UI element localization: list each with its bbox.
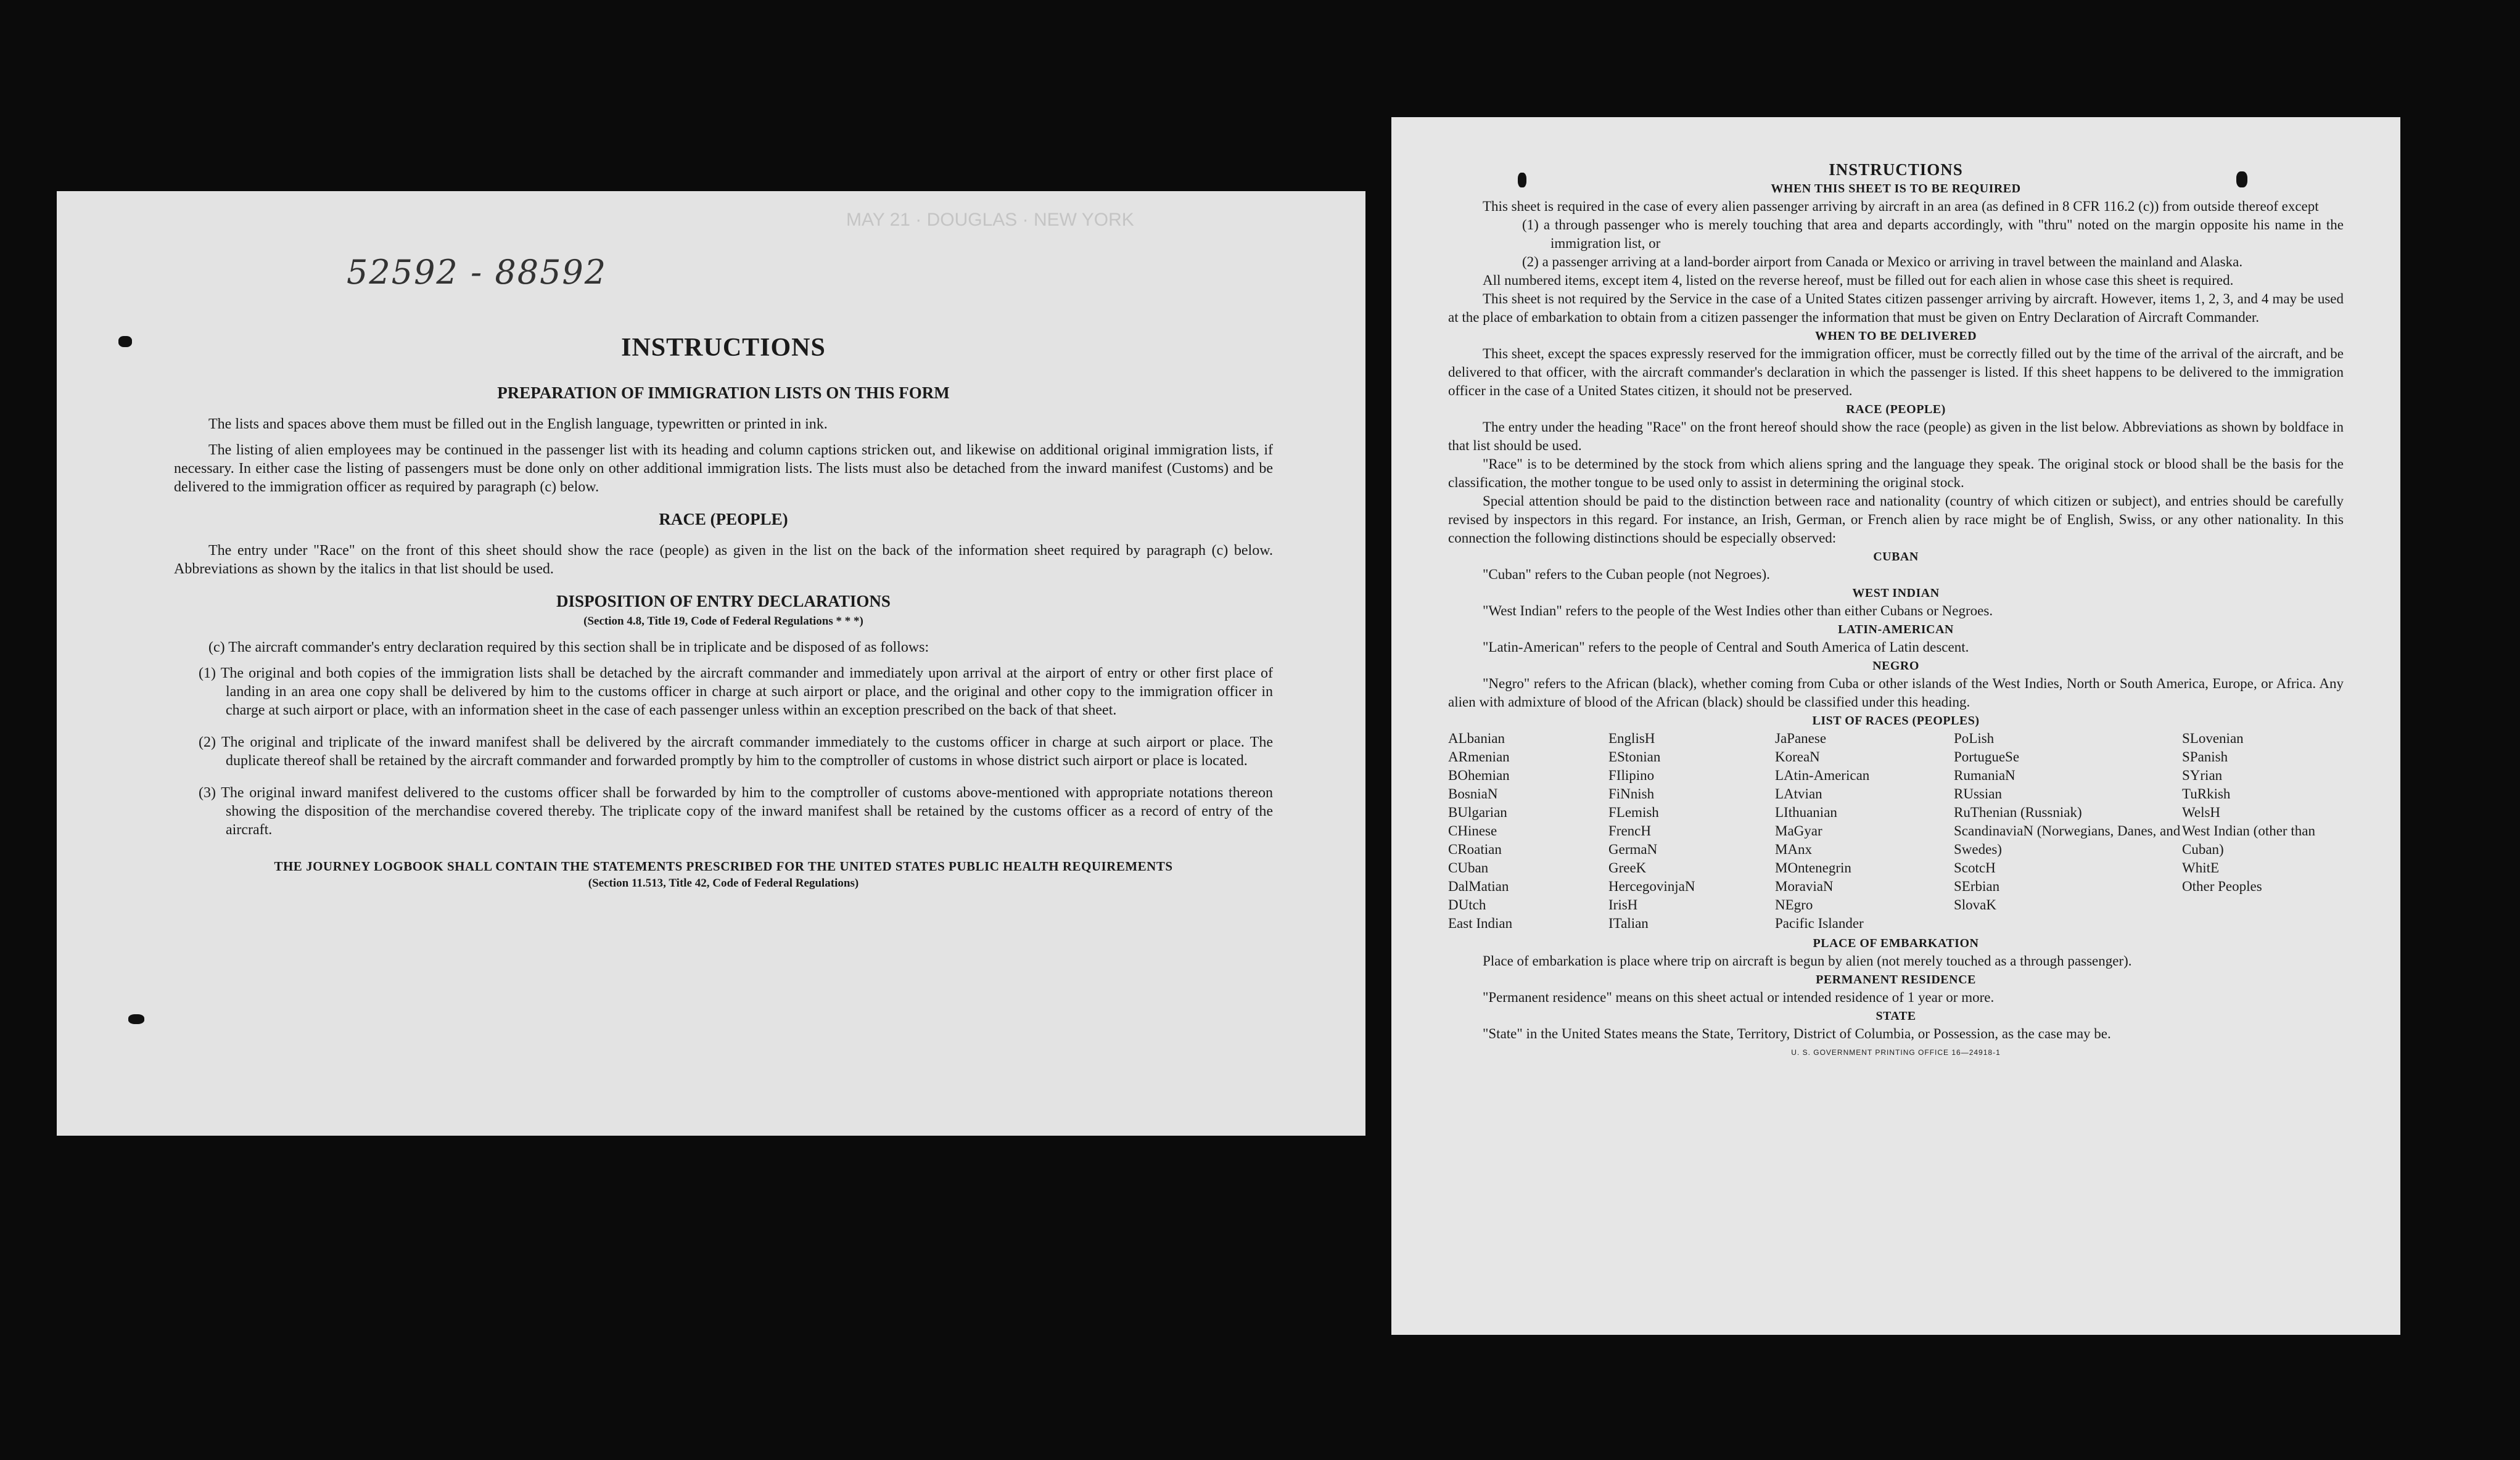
race-entry: East Indian [1448,916,1513,931]
paragraph: The lists and spaces above them must be filled out in the English language, typewritten or printed in ink. [208,416,828,432]
race-entry: SLovenian [2182,731,2244,746]
race-entry: MAnx [1775,842,1813,857]
punch-mark [128,1014,144,1024]
race-entry: ITalian [1608,916,1649,931]
page-title: INSTRUCTIONS [1829,160,1963,179]
race-entry: FLemish [1608,805,1659,820]
race-entry: IrisH [1608,897,1638,912]
paragraph: "State" in the United States means the State, Territory, District of Columbia, or Possession, as the case may be. [1483,1026,2111,1041]
left-instruction-sheet [57,191,1365,1136]
race-column [1954,729,2182,933]
race-entry: HercegovinjaN [1608,879,1695,894]
race-entry: DUtch [1448,897,1486,912]
race-entry: CUban [1448,860,1489,876]
paragraph: Place of embarkation is place where trip on aircraft is begun by alien (not merely touched as a through passenger). [1483,953,2132,969]
section-heading: DISPOSITION OF ENTRY DECLARATIONS [556,592,891,610]
race-entry: RUssian [1954,786,2002,802]
race-entry: BOhemian [1448,768,1510,783]
race-entry: GreeK [1608,860,1647,876]
list-item: (1) a through passenger who is merely touching that area and departs accordingly, with "thru" noted on the margin opposite his name in the immigration list, or [1522,217,2344,251]
handwritten-number: 52592 - 88592 [347,253,607,292]
race-entry: PortugueSe [1954,749,2020,765]
race-entry: LAtin-American [1775,768,1870,783]
race-entry: TuRkish [2182,786,2231,802]
race-entry: BUlgarian [1448,805,1507,820]
paragraph: "Negro" refers to the African (black), whether coming from Cuba or other islands of the West Indies, North or South America, Europe, or Africa. Any alien with admixture of blood of the African (black) should be classified under this heading. [1448,676,2344,710]
race-entry: SlovaK [1954,897,1996,912]
bleed-through-text: MAY 21 · DOUGLAS · NEW YORK [846,210,1134,230]
paragraph: (c) The aircraft commander's entry declaration required by this section shall be in triplicate and be disposed of as follows: [208,639,929,655]
race-list [1448,729,2344,933]
section-heading: RACE (PEOPLE) [1846,403,1946,416]
race-entry: NEgro [1775,897,1813,912]
race-entry: Pacific Islander [1775,916,1864,931]
section-heading: PREPARATION OF IMMIGRATION LISTS ON THIS FORM [497,383,950,402]
race-entry: DalMatian [1448,879,1509,894]
section-heading: LIST OF RACES (PEOPLES) [1812,714,1980,728]
race-entry: ScotcH [1954,860,1996,876]
section-heading: WHEN THIS SHEET IS TO BE REQUIRED [1771,182,2021,195]
race-entry: ARmenian [1448,749,1510,765]
race-entry: EnglisH [1608,731,1655,746]
race-entry: MoraviaN [1775,879,1834,894]
section-heading: CUBAN [1873,550,1919,564]
section-heading: LATIN-AMERICAN [1838,623,1954,636]
paragraph: All numbered items, except item 4, listed on the reverse hereof, must be filled out for each alien in whose case this sheet is required. [1483,273,2234,288]
race-column [1608,729,1775,933]
page-title: INSTRUCTIONS [621,334,826,362]
race-entry: BosniaN [1448,786,1498,802]
section-heading: WEST INDIAN [1852,586,1940,600]
race-entry: WhitE [2182,860,2220,876]
paragraph: "Cuban" refers to the Cuban people (not Negroes). [1483,567,1770,582]
punch-mark [1518,173,1526,187]
list-item: (1) The original and both copies of the immigration lists shall be detached by the aircraft commander and immediately upon arrival at the airport of entry or other first place of landing in an area one copy shall be delivered by him to the customs officer in charge at such airport or place, and the original and other copy to the immigration officer in charge at such airport or place, with an information sheet in the case of each passenger unless within an exception prescribed on the back of that sheet. [199,665,1273,718]
disposition-list [174,664,1273,839]
paragraph: The entry under the heading "Race" on the front hereof should show the race (people) as given in the list below. Abbreviations as shown by boldface in that list should be used. [1448,419,2344,453]
paragraph: Special attention should be paid to the distinction between race and nationality (country of which citizen or subject), and entries should be carefully revised by inspectors in this regard. For instance, an Irish, German, or French alien by race might be of English, Swiss, or any other nationality. In this connection the following distinctions should be especially observed: [1448,493,2344,546]
race-entry: Other Peoples [2182,879,2262,894]
race-entry: CRoatian [1448,842,1502,857]
race-entry: ScandinaviaN (Norwegians, Danes, and Swedes) [1954,823,2181,857]
paragraph: "Permanent residence" means on this sheet actual or intended residence of 1 year or more. [1483,990,1995,1005]
race-entry: FIlipino [1608,768,1655,783]
punch-mark [2236,171,2247,187]
paragraph: This sheet is not required by the Service in the case of a United States citizen passenger arriving by aircraft. However, items 1, 2, 3, and 4 may be used at the place of embarkation to obtain from a citizen passenger the information that must be given on Entry Declaration of Aircraft Commander. [1448,291,2344,325]
list-item: (2) The original and triplicate of the inward manifest shall be delivered by the aircraft commander immediately to the customs officer in charge at such airport or place. The duplicate thereof shall be retained by the aircraft commander and forwarded promptly by him to the comptroller of customs in whose district such airport or place is located. [199,734,1273,769]
section-heading: PERMANENT RESIDENCE [1816,973,1976,986]
section-heading: NEGRO [1872,659,1919,673]
section-heading: STATE [1876,1009,1916,1023]
paragraph: This sheet is required in the case of every alien passenger arriving by aircraft in an area (as defined in 8 CFR 116.2 (c)) from outside thereof except [1483,199,2319,214]
paragraph: The entry under "Race" on the front of this sheet should show the race (people) as given in the list on the back of the information sheet required by paragraph (c) below. Abbreviations as shown by the italics in that list should be used. [174,543,1273,577]
paragraph: "Latin-American" refers to the people of Central and South America of Latin descent. [1483,639,1969,655]
race-entry: LAtvian [1775,786,1822,802]
exception-list [1448,216,2344,271]
race-column [1775,729,1954,933]
list-item: (2) a passenger arriving at a land-border airport from Canada or Mexico or arriving in travel between the mainland and Alaska. [1522,254,2243,269]
race-entry: JaPanese [1775,731,1827,746]
paragraph: The listing of alien employees may be continued in the passenger list with its heading and column captions stricken out, and likewise on additional original immigration lists, if necessary. In either case the listing of passengers must be done only on other additional immigration lists. The lists must also be detached from the inward manifest (Customs) and be delivered to the immigration officer as required by paragraph (c) below. [174,442,1273,495]
right-instruction-sheet [1391,117,2400,1335]
race-entry: FrencH [1608,823,1651,839]
race-entry: ALbanian [1448,731,1505,746]
race-entry: SYrian [2182,768,2223,783]
list-item: (3) The original inward manifest delivered to the customs officer shall be forwarded by him to the comptroller of customs above-mentioned with appropriate notations thereon showing the disposition of the merchandise covered thereby. The triplicate copy of the inward manifest shall be retained by the customs officer as a record of entry of the aircraft. [199,785,1273,838]
race-entry: MaGyar [1775,823,1822,839]
race-entry: West Indian (other than Cuban) [2182,823,2315,857]
section-heading: WHEN TO BE DELIVERED [1814,329,1977,343]
race-entry: PoLish [1954,731,1995,746]
race-column [2182,729,2342,933]
section-heading: PLACE OF EMBARKATION [1813,937,1979,950]
section-subheading: (Section 4.8, Title 19, Code of Federal Regulations * * *) [583,615,863,628]
footer-note: THE JOURNEY LOGBOOK SHALL CONTAIN THE STATEMENTS PRESCRIBED FOR THE UNITED STATES PUBLIC HEALTH REQUIREMENTS [274,859,1173,874]
race-entry: RuThenian (Russniak) [1954,805,2082,820]
printing-office-imprint: U. S. GOVERNMENT PRINTING OFFICE 16—24918-1 [1791,1048,2001,1057]
race-entry: LIthuanian [1775,805,1837,820]
paragraph: This sheet, except the spaces expressly reserved for the immigration officer, must be correctly filled out by the time of the arrival of the aircraft, and be delivered to that officer, with the aircraft commander's declaration in which the passenger is listed. If this sheet happens to be delivered to the immigration officer in the case of a United States citizen, it should not be preserved. [1448,346,2344,398]
race-entry: FiNnish [1608,786,1655,802]
race-entry: EStonian [1608,749,1661,765]
race-entry: KoreaN [1775,749,1820,765]
race-entry: SPanish [2182,749,2228,765]
section-heading: RACE (PEOPLE) [659,510,788,528]
footer-citation: (Section 11.513, Title 42, Code of Federal Regulations) [588,877,859,890]
race-column [1448,729,1608,933]
race-entry: CHinese [1448,823,1497,839]
race-entry: GermaN [1608,842,1658,857]
paragraph: "West Indian" refers to the people of the West Indies other than either Cubans or Negroes. [1483,603,1993,618]
race-entry: RumaniaN [1954,768,2016,783]
race-entry: WelsH [2182,805,2221,820]
punch-mark [118,336,132,347]
paragraph: "Race" is to be determined by the stock from which aliens spring and the language they speak. The original stock or blood shall be the basis for the classification, the mother tongue to be used only to assist in determining the original stock. [1448,456,2344,490]
race-entry: SErbian [1954,879,2000,894]
race-entry: MOntenegrin [1775,860,1851,876]
